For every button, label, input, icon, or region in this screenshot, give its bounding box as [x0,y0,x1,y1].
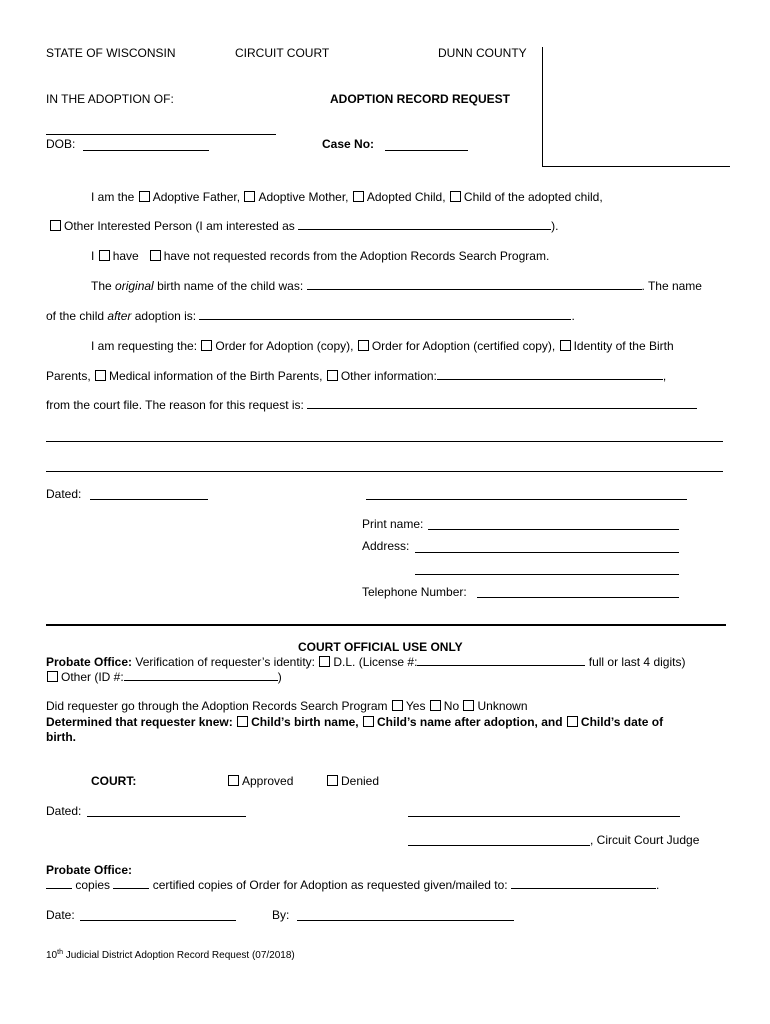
header-horizontal-rule [542,166,730,167]
child-of-adopted-label: Child of the adopted child, [463,190,603,204]
print-name-label: Print name: [362,517,424,531]
determined-row [46,715,663,729]
probate-office-label: Probate Office: [46,655,133,669]
other-id-line[interactable] [124,670,278,681]
signature-line[interactable] [366,499,687,500]
approved-row [227,774,293,788]
order-copy-checkbox[interactable] [201,340,212,351]
yes-checkbox[interactable] [392,700,403,711]
other-interested-label: Other Interested Person (I am interested as [64,219,295,233]
other-interested-end: ). [551,219,559,233]
case-no-line[interactable] [385,150,468,151]
print-name-line[interactable] [428,529,679,530]
unknown-label: Unknown [477,699,528,713]
certified-count-line[interactable] [113,878,149,889]
identity-birth-checkbox[interactable] [560,340,571,351]
other-id-label: Other (ID #: [61,670,124,684]
adoption-name-line[interactable] [46,134,276,135]
childs-dob-label: Child’s date of [580,715,664,729]
birth-label: birth. [46,730,76,744]
official-date-label: Date: [46,908,75,922]
have-checkbox[interactable] [99,250,110,261]
childs-dob-checkbox[interactable] [567,716,578,727]
official-dated-label: Dated: [46,804,82,818]
telephone-label: Telephone Number: [362,585,467,599]
original-name-row [91,279,702,293]
judge-signature-line[interactable] [408,816,680,817]
form-title: ADOPTION RECORD REQUEST [330,92,511,106]
requesting-label: I am requesting the: [91,339,198,353]
footer [46,950,295,961]
official-divider [46,624,726,626]
other-info-label: Other information: [340,369,437,383]
dated-line[interactable] [90,499,208,500]
reason-row [46,398,697,412]
adopted-child-checkbox[interactable] [353,191,364,202]
header-vertical-rule [542,47,543,166]
county-label: DUNN COUNTY [438,46,527,60]
parents-row [46,369,666,383]
other-interested-checkbox[interactable] [50,220,61,231]
unknown-checkbox[interactable] [463,700,474,711]
adoptive-mother-checkbox[interactable] [244,191,255,202]
in-adoption-of-label: IN THE ADOPTION OF: [46,92,174,106]
the-name-label: . The name [641,279,702,293]
no-checkbox[interactable] [430,700,441,711]
denied-label: Denied [341,774,380,788]
childs-name-after-checkbox[interactable] [363,716,374,727]
reason-line-1[interactable] [307,398,697,409]
official-title: COURT OFFICIAL USE ONLY [298,640,463,654]
approved-label: Approved [242,774,294,788]
have-not-checkbox[interactable] [150,250,161,261]
approved-checkbox[interactable] [228,775,239,786]
probate-office2-label: Probate Office: [46,863,133,877]
adoptive-father-checkbox[interactable] [139,191,150,202]
child-after-end: . [571,309,575,323]
original-name-line[interactable] [307,279,642,290]
certified-copies-label: certified copies of Order for Adoption as requested given/mailed to: [152,878,508,892]
interested-as-line[interactable] [298,219,551,230]
copies-count-line[interactable] [46,878,72,889]
child-after-post: adoption is: [134,309,197,323]
other-info-end: , [662,369,667,383]
denied-checkbox[interactable] [327,775,338,786]
determined-label: Determined that requester knew: [46,715,233,729]
address-label: Address: [362,539,410,553]
childs-birth-name-label: Child’s birth name, [251,715,359,729]
original-post: birth name of the child was: [157,279,304,293]
court-label-official: COURT: [91,774,137,788]
full-last4-label: full or last 4 digits) [588,655,686,669]
adoptive-father-label: Adoptive Father, [152,190,241,204]
circuit-judge-label: , Circuit Court Judge [590,833,700,847]
requesting-row [91,339,674,353]
order-certified-label: Order for Adoption (certified copy), [371,339,556,353]
other-info-checkbox[interactable] [327,370,338,381]
medical-info-label: Medical information of the Birth Parents, [109,369,323,383]
adopted-child-label: Adopted Child, [366,190,446,204]
mailed-to-line[interactable] [511,878,656,889]
i-am-the-row [91,190,603,204]
dl-license-label: D.L. (License #: [333,655,418,669]
state-label: STATE OF WISCONSIN [46,46,176,60]
i-am-the-label: I am the [91,190,135,204]
copies-end: . [655,878,660,892]
order-certified-checkbox[interactable] [358,340,369,351]
other-id-end: ) [277,670,282,684]
license-line[interactable] [417,655,585,666]
case-no-label: Case No: [322,137,375,151]
judge-name-line[interactable] [408,845,590,846]
copies-label: copies [75,878,111,892]
identity-birth-label: Identity of the Birth [573,339,674,353]
verification-label: Verification of requester’s identity: [135,655,316,669]
footer-sup: th [57,949,63,956]
verification-row [46,655,685,669]
childs-birth-name-checkbox[interactable] [237,716,248,727]
childs-name-after-label: Child’s name after adoption, and [376,715,563,729]
footer-text: Judicial District Adoption Record Request (07/2018) [65,950,295,961]
did-requester-label: Did requester go through the Adoption Records Search Program [46,699,388,713]
other-id-row [46,670,282,684]
copies-row [46,878,659,892]
have-requested-row [91,249,549,263]
by-line[interactable] [297,920,514,921]
dl-checkbox[interactable] [319,656,330,667]
original-word: original [115,279,154,293]
child-after-pre: of the child [46,309,105,323]
no-label: No [443,699,460,713]
dob-line[interactable] [83,150,209,151]
adoptive-mother-label: Adoptive Mother, [258,190,349,204]
order-copy-label: Order for Adoption (copy), [215,339,354,353]
parents-label: Parents, [46,369,91,383]
have-label: have [112,249,139,263]
footer-num: 10 [46,950,58,961]
name-after-line[interactable] [199,309,571,320]
child-after-word: after [107,309,132,323]
address-line-1[interactable] [415,552,679,553]
official-date-line[interactable] [80,920,236,921]
yes-label: Yes [405,699,426,713]
medical-info-checkbox[interactable] [95,370,106,381]
have-not-label: have not requested records from the Adoption Records Search Program. [163,249,550,263]
reason-line-2[interactable] [46,441,723,442]
other-info-line[interactable] [437,369,663,380]
i-label: I [91,249,95,263]
address-line-2[interactable] [415,574,679,575]
did-requester-row [46,699,528,713]
dob-label: DOB: [46,137,76,151]
reason-line-3[interactable] [46,471,723,472]
original-pre: The [91,279,112,293]
other-id-checkbox[interactable] [47,671,58,682]
denied-row [326,774,379,788]
name-after-row [46,309,575,323]
other-interested-row [49,219,558,233]
reason-label: from the court file. The reason for this request is: [46,398,304,412]
child-of-adopted-checkbox[interactable] [450,191,461,202]
official-dated-line[interactable] [87,816,246,817]
by-label: By: [272,908,290,922]
dated-label: Dated: [46,487,82,501]
court-label: CIRCUIT COURT [235,46,330,60]
telephone-line[interactable] [477,597,679,598]
